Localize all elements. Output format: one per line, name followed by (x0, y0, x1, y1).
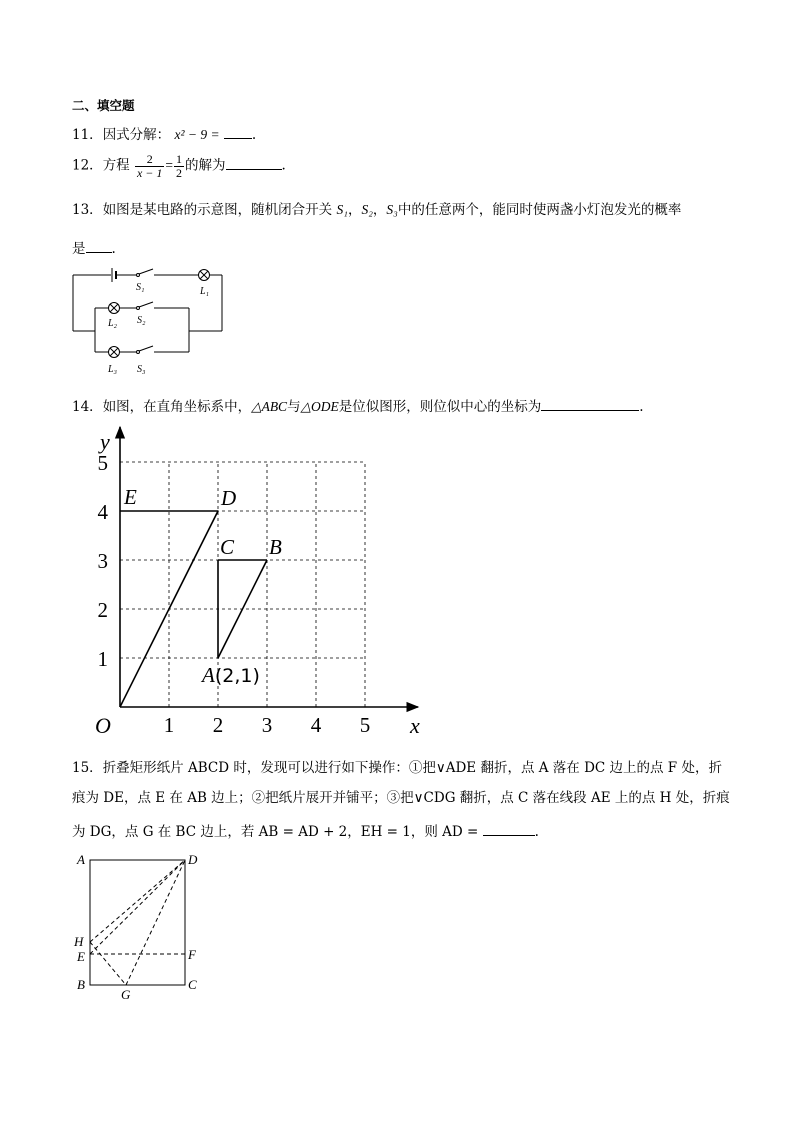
q15-text-line-3: 为 DG，点 G 在 BC 边上，若 AB = AD + 2，EH = 1，则 AD = (72, 824, 479, 840)
label-s1: S₁ (136, 282, 145, 293)
q14-text-a: 如图，在直角坐标系中， (102, 399, 252, 415)
point-label-a: A(2,1) (202, 663, 260, 687)
q12-number: 12． (72, 157, 103, 174)
q11-number: 11． (72, 127, 103, 143)
q13-text-b: 中的任意两个，能同时使两盏小灯泡发光的概率 (397, 202, 682, 218)
question-15-line-2 (72, 792, 730, 806)
crease-de (90, 860, 185, 954)
folding-rectangle-figure (70, 850, 210, 1000)
q13-number: 13． (72, 202, 103, 218)
label-l3: L₃ (108, 364, 118, 375)
q12-fraction-left-numerator: 2 (135, 153, 164, 167)
q15-end: . (534, 824, 539, 840)
q15-answer-blank[interactable] (483, 823, 535, 836)
point-label-e: E (124, 485, 137, 509)
point-label-b: B (269, 535, 282, 559)
x-tick-label: 2 (212, 713, 224, 737)
q13-switch-s3: S₃ (386, 202, 398, 217)
section-title: 二、填空题 (72, 98, 135, 113)
q13-switch-s1: S₁ (336, 202, 348, 217)
q13-sep-2: ， (372, 202, 387, 218)
label-s3: S₃ (137, 364, 146, 375)
q14-text-b: 与 (287, 399, 301, 415)
question-15-line-3 (72, 823, 539, 840)
label-d: D (188, 852, 198, 867)
point-label-d: D (221, 486, 237, 510)
q15-text-line-2: 痕为 DE，点 E 在 AB 边上；②把纸片展开并铺平；③把∨CDG 翻折，点 C 落在线段 AE 上的点 H 处，折痕 (72, 790, 730, 806)
origin-label: O (95, 713, 111, 738)
q14-triangle-ode: △ODE (300, 399, 339, 414)
q12-pre: 方程 (102, 157, 130, 174)
label-h: H (74, 934, 84, 949)
label-l2: L₂ (108, 318, 118, 329)
q13-switch-s2: S₂ (361, 202, 373, 217)
q13-text-line-2: 是 (72, 241, 86, 257)
q12-fraction-right-numerator: 1 (176, 152, 183, 166)
y-tick-label: 2 (97, 598, 108, 622)
q15-number: 15． (72, 760, 103, 776)
label-b: B (77, 977, 85, 992)
q11-end: . (251, 127, 257, 143)
figure-labels (95, 429, 420, 738)
crease-dg (126, 860, 185, 985)
x-tick-label: 1 (163, 713, 175, 737)
q14-triangle-abc: △ABC (251, 399, 288, 414)
q11-text: 因式分解： (102, 127, 171, 143)
label-f: F (188, 947, 196, 962)
segment-hg (90, 942, 126, 985)
y-tick-label: 1 (97, 647, 108, 671)
label-e: E (77, 949, 85, 964)
label-c: C (188, 977, 197, 992)
x-tick-label: 4 (310, 713, 322, 737)
label-l1: L₁ (200, 286, 210, 297)
rectangle-abcd (90, 860, 185, 985)
label-a: A (77, 852, 85, 867)
label-g: G (121, 987, 131, 1002)
q14-text-c: 是位似图形，则位似中心的坐标为 (338, 399, 542, 415)
q15-text-line-1: 折叠矩形纸片 ABCD 时，发现可以进行如下操作：①把∨ADE 翻折，点 A 落在 DC 边上的点 F 处，折 (102, 760, 722, 776)
label-s2: S₂ (137, 315, 146, 326)
question-15-line-1 (72, 762, 722, 776)
y-tick-label: 5 (97, 451, 108, 475)
x-tick-label: 5 (359, 713, 371, 737)
point-label-c: C (220, 535, 235, 559)
q13-end: . (111, 241, 116, 257)
q13-text-a: 如图是某电路的示意图，随机闭合开关 (102, 202, 333, 218)
q12-fraction-right-denominator: 2 (176, 165, 183, 180)
x-tick-label: 3 (261, 713, 273, 737)
x-axis-label: x (410, 713, 420, 738)
segment-dh (90, 860, 185, 942)
q12-equals: = (165, 157, 174, 173)
q12-post: 的解为 (185, 157, 226, 174)
q12-end: . (281, 157, 286, 174)
q11-expression: x² − 9 = (174, 127, 220, 142)
y-axis-label: y (100, 429, 110, 454)
q14-end: . (639, 399, 644, 415)
y-tick-label: 3 (97, 549, 108, 573)
q12-fraction-left-denominator: x − 1 (136, 165, 163, 180)
y-tick-label: 4 (97, 500, 108, 524)
q14-number: 14． (72, 399, 103, 415)
q13-sep-1: ， (347, 202, 362, 218)
